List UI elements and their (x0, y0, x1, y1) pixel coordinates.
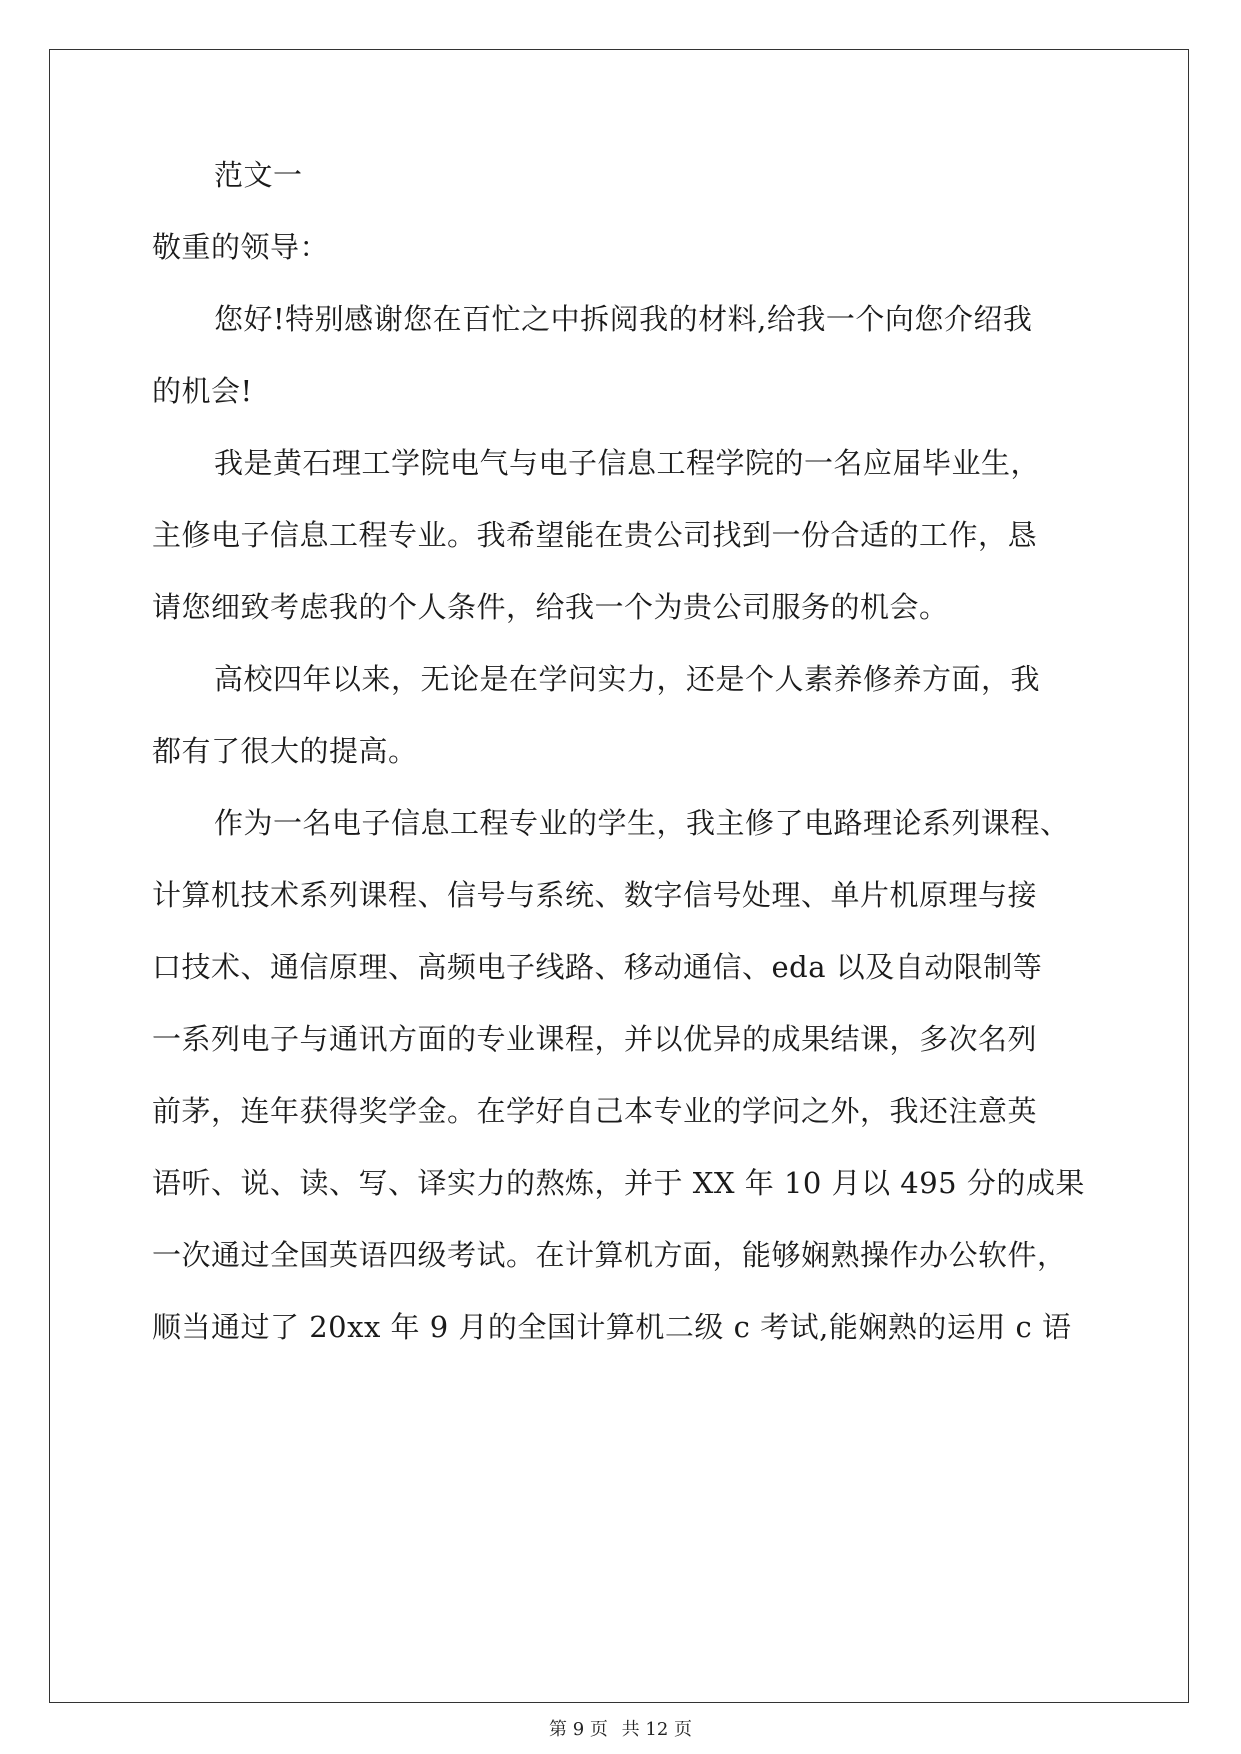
paragraph-line: 我是黄石理工学院电气与电子信息工程学院的一名应届毕业生， (214, 446, 1041, 480)
paragraph-line: 计算机技术系列课程、信号与系统、数字信号处理、单片机原理与接 (152, 878, 1038, 912)
paragraph-line: 顺当通过了 20xx 年 9 月的全国计算机二级 c 考试,能娴熟的运用 c 语 (152, 1310, 1072, 1344)
paragraph-line: 主修电子信息工程专业。我希望能在贵公司找到一份合适的工作，恳 (152, 518, 1038, 552)
page-total: 共 12 页 (621, 1719, 692, 1740)
paragraph-line: 作为一名电子信息工程专业的学生，我主修了电路理论系列课程、 (214, 806, 1070, 840)
paragraph-line: 一次通过全国英语四级考试。在计算机方面，能够娴熟操作办公软件， (152, 1238, 1067, 1272)
paragraph-line: 您好!特别感谢您在百忙之中拆阅我的材料,给我一个向您介绍我 (214, 302, 1033, 336)
paragraph-line: 前茅，连年获得奖学金。在学好自己本专业的学问之外，我还注意英 (152, 1094, 1038, 1128)
paragraph-line: 高校四年以来，无论是在学问实力，还是个人素养修养方面，我 (214, 662, 1041, 696)
paragraph-line: 一系列电子与通讯方面的专业课程，并以优异的成果结课，多次名列 (152, 1022, 1038, 1056)
page-number: 第 9 页 (549, 1719, 608, 1740)
paragraph-line: 都有了很大的提高。 (152, 734, 418, 768)
paragraph-line: 语听、说、读、写、译实力的熬炼，并于 XX 年 10 月以 495 分的成果 (152, 1166, 1085, 1200)
heading-line: 范文一 (214, 158, 303, 192)
salutation-line: 敬重的领导： (152, 230, 330, 264)
paragraph-line: 口技术、通信原理、高频电子线路、移动通信、eda 以及自动限制等 (152, 950, 1043, 984)
paragraph-line: 的机会! (152, 374, 253, 408)
page-footer (0, 1718, 1241, 1742)
paragraph-line: 请您细致考虑我的个人条件，给我一个为贵公司服务的机会。 (152, 590, 949, 624)
